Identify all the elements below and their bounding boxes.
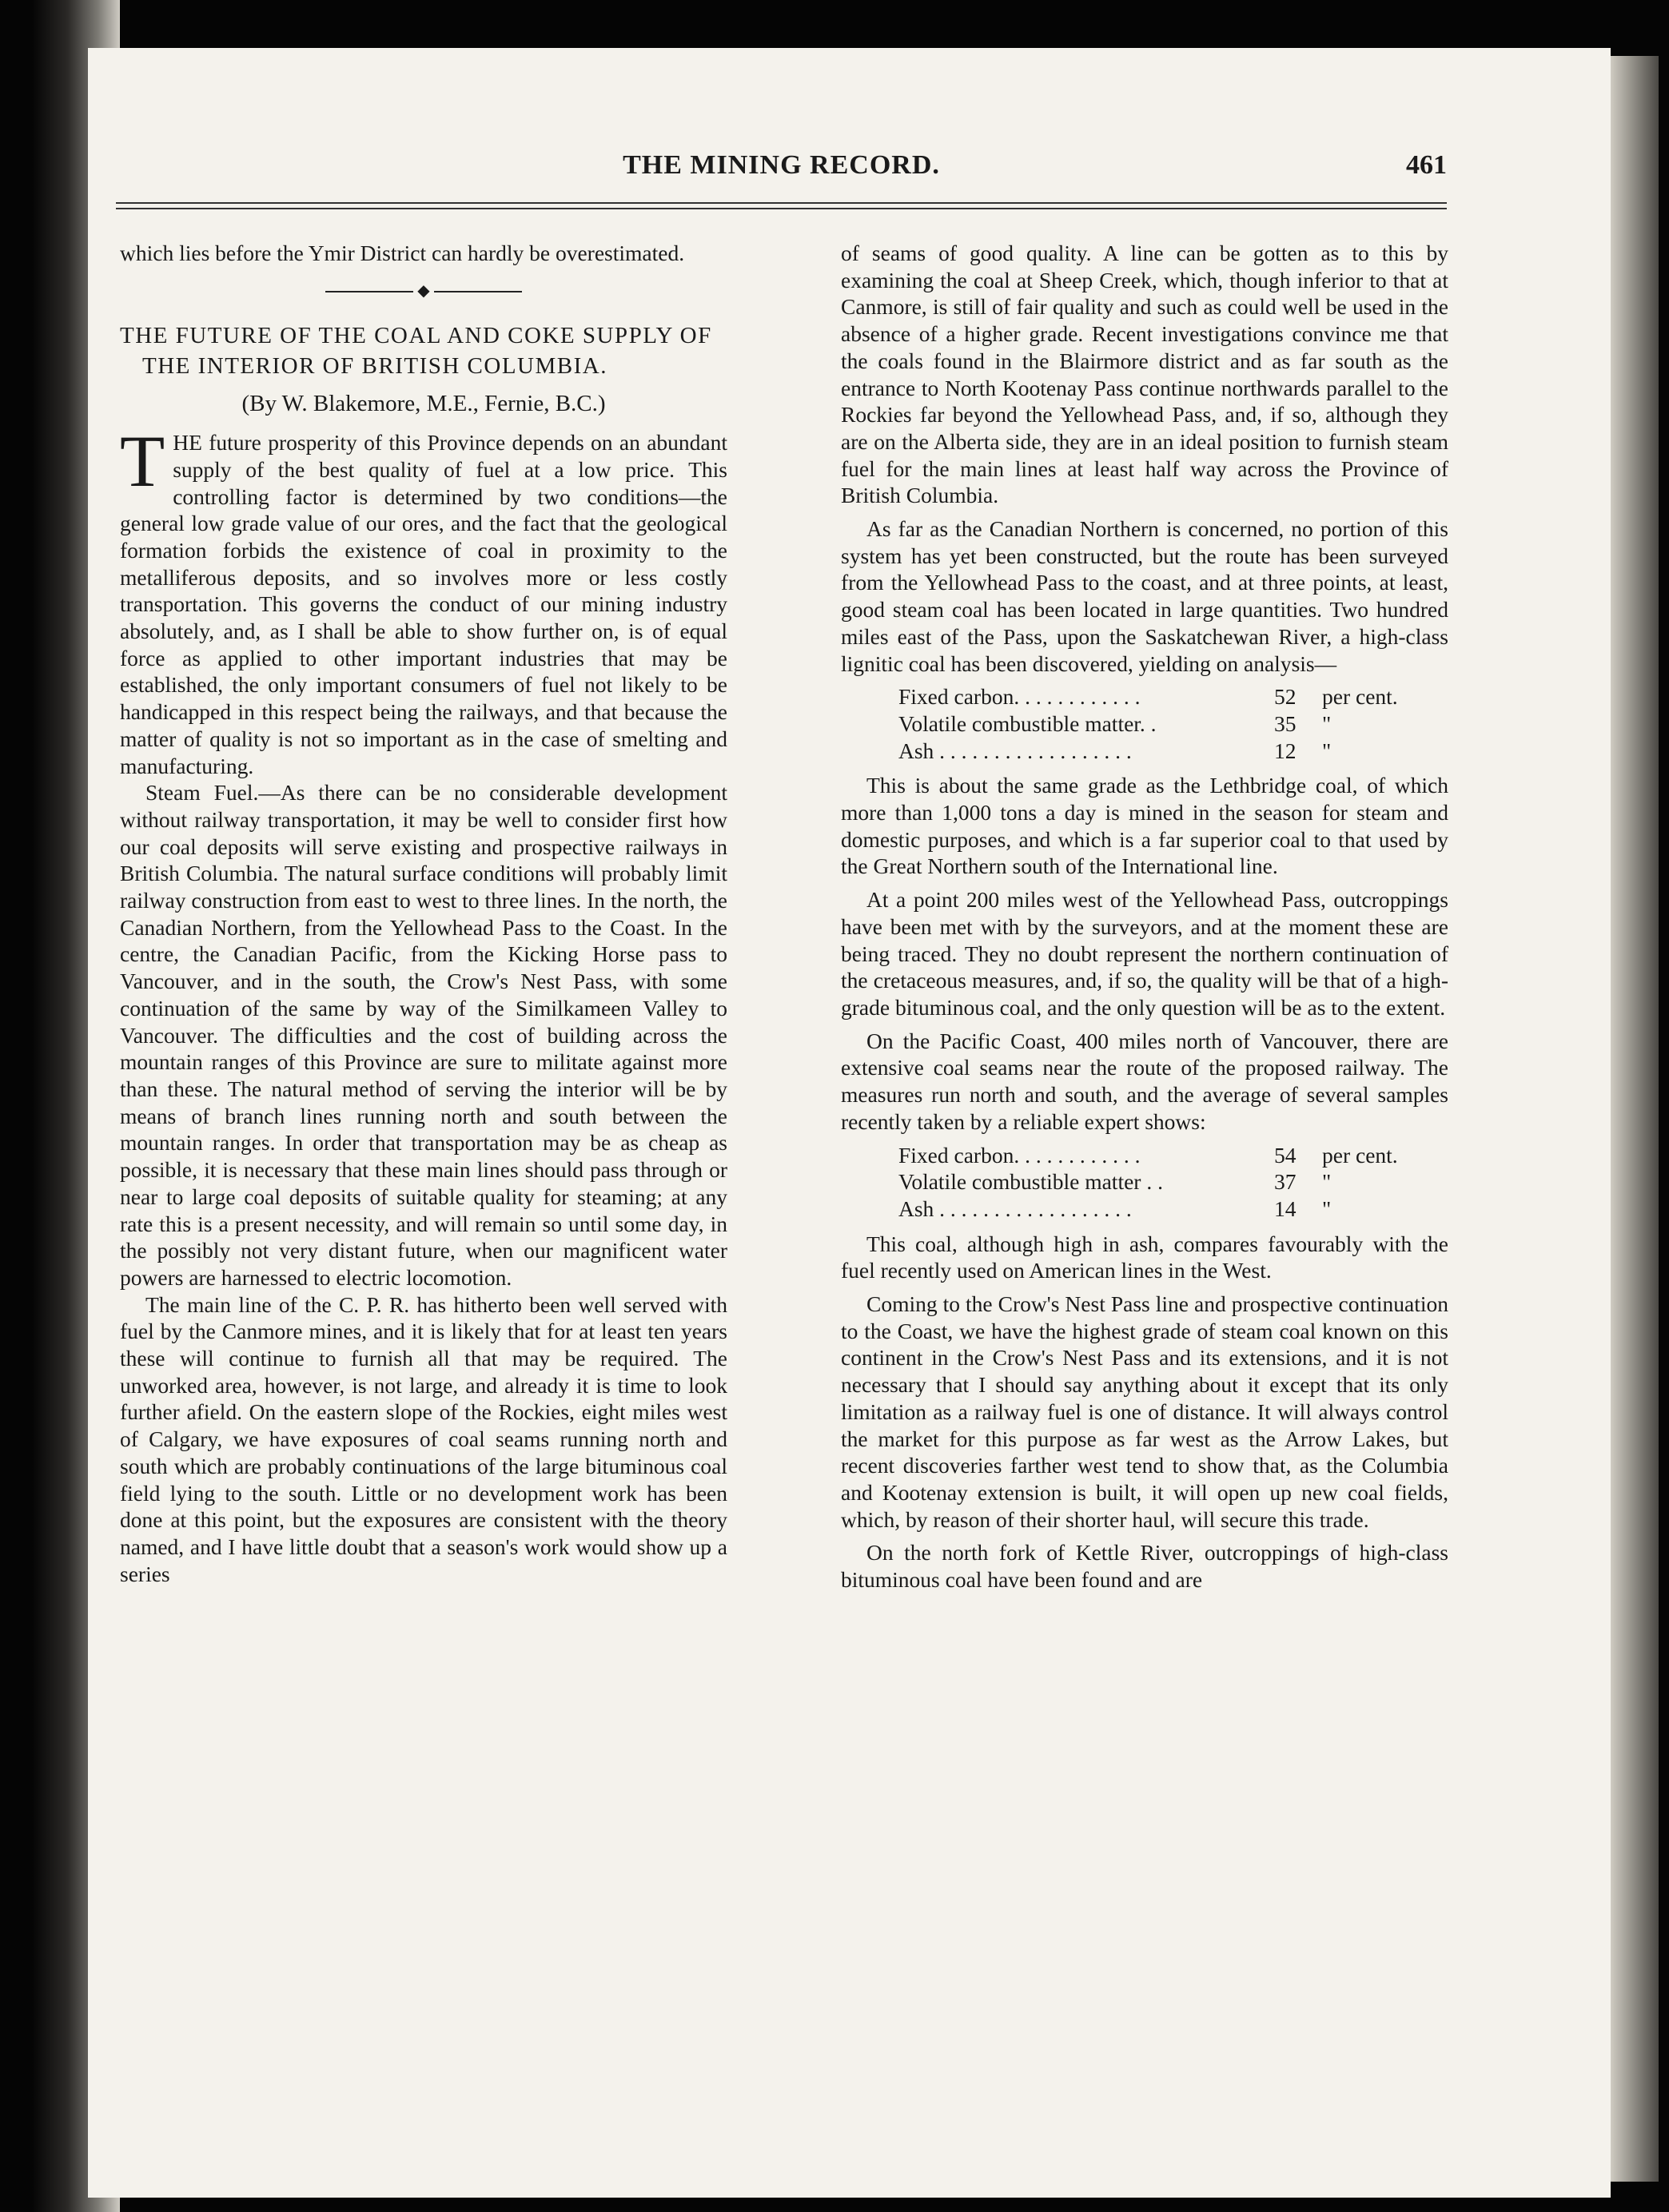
- table-row: [898, 710, 1398, 738]
- analysis-unit: per cent.: [1322, 684, 1398, 710]
- paragraph-4: of seams of good quality. A line can be gotten as to this by examining the coal at Sheep Creek, which, though inferior to that at Canmore, is still of fair quality and such as could well be used in the absence of a higher grade. Recent investigations convince me that the coals found in the Blairmore district and as far south as the entrance to North Kootenay Pass continue northwards parallel to the Rockies far beyond the Yellowhead Pass, and, if so, although they are on the Alberta side, they are in an ideal position to furnish steam fuel for the main lines at least half way across the Province of British Columbia.: [841, 241, 1448, 508]
- paragraph-8: On the Pacific Coast, 400 miles north of Vancouver, there are extensive coal seams near the route of the proposed railway. The measures run north and south, and the average of several samples recently taken by a reliable expert shows:: [841, 1028, 1448, 1134]
- analysis-label: Ash . . . . . . . . . . . . . . . . . .: [898, 738, 1132, 763]
- analysis-value: 12: [1274, 738, 1297, 763]
- analysis-unit: ": [1322, 1196, 1332, 1221]
- table-row: [898, 683, 1398, 710]
- running-title: THE MINING RECORD.: [623, 150, 940, 180]
- analysis-unit: ": [1322, 738, 1332, 763]
- table-row: [898, 1168, 1398, 1196]
- page-number: 461: [1406, 150, 1447, 180]
- paragraph-1: [120, 420, 727, 779]
- table-row: [898, 738, 1398, 765]
- paragraph-10: Coming to the Crow's Nest Pass line and prospective continuation to the Coast, we have the highest grade of steam coal known on this continent in the Crow's Nest Pass and its extensions, and it is not necessary that I should say anything about it except that its only limitation as a railway fuel is one of distance. It will always control the market for this purpose as far west as the Arrow Lakes, but recent discoveries farther west tend to show that, as the Columbia and Kootenay extension is built, it will open up new coal fields, which, by reason of their shorter haul, will secure this trade.: [841, 1291, 1448, 1532]
- analysis-label: Volatile combustible matter . .: [898, 1169, 1163, 1195]
- analysis-unit: per cent.: [1322, 1142, 1398, 1168]
- page-header: [116, 102, 1447, 180]
- analysis-value: 14: [1274, 1196, 1297, 1221]
- analysis-label: Ash . . . . . . . . . . . . . . . . . .: [898, 1196, 1132, 1221]
- analysis-value: 35: [1274, 710, 1297, 736]
- analysis-unit: ": [1322, 1169, 1332, 1195]
- header-rule-bottom: [116, 208, 1447, 209]
- table-row: [898, 1142, 1398, 1169]
- analysis-table-2: [898, 1142, 1398, 1223]
- header-rule-top: [116, 202, 1447, 204]
- paragraph-5: As far as the Canadian Northern is concerned, no portion of this system has yet been constructed, but the route has been surveyed from the Yellowhead Pass to the coast, and at three points, at least, good steam coal has been located in large quantities. Two hundred miles east of the Pass, upon the Saskatchewan River, a high-class lignitic coal has been discovered, yielding on analysis—: [841, 516, 1448, 676]
- paragraph-3: The main line of the C. P. R. has hitherto been well served with fuel by the Canmore mines, and it is likely that for at least ten years these will continue to furnish all that may be required. The unworked area, however, is not large, and already it is time to look further afield. On the eastern slope of the Rockies, eight miles west of Calgary, we have exposures of coal seams running north and south which are probably continuations of the large bituminous coal field lying to the south. Little or no development work has been done at this point, but the exposures are consistent with the theory named, and I have little doubt that a season's work would show up a series: [120, 1291, 727, 1586]
- article-title: THE FUTURE OF THE COAL AND COKE SUPPLY OF THE INTERIOR OF BRITISH COLUMBIA.: [120, 323, 712, 380]
- page-edge: [1611, 56, 1659, 2182]
- diamond-ornament-icon: ◆: [413, 281, 434, 300]
- paragraph-7: At a point 200 miles west of the Yellowhead Pass, outcroppings have been met with by the surveyors, and at the moment these are being traced. They no doubt represent the northern continuation of the cretaceous measures, and, if so, the quality will be that of a high-grade bituminous coal, and the only question will be as to the extent.: [841, 887, 1448, 1020]
- table-row: [898, 1196, 1398, 1223]
- drop-cap: T: [120, 420, 165, 503]
- paragraph-2: Steam Fuel.—As there can be no considerable development without railway transportation, it may be well to consider first how our coal deposits will serve existing and prospective railways in British Columbia. The natural surface conditions will probably limit railway construction from east to west to three lines. In the north, the Canadian Northern, from the Yellowhead Pass to the Coast. In the centre, the Canadian Pacific, from the Kicking Horse pass to Vancouver, and in the south, the Crow's Nest Pass, with some continuation of the same by way of the Similkameen Valley to Vancouver. The difficulties and the cost of building across the mountain ranges of this Province are sure to militate against more than these. The natural method of serving the interior will be by means of branch lines running north and south between the mountain ranges. In order that transportation may be as cheap as possible, it is necessary that these main lines should pass through or near to large coal deposits of suitable quality for steaming; at any rate this is a present necessity, and will remain so until some day, in the possibly not very distant future, when our magnificent water powers are harnessed to electric locomotion.: [120, 780, 727, 1290]
- byline: (By W. Blakemore, M.E., Fernie, B.C.): [241, 391, 606, 417]
- analysis-value: 37: [1274, 1169, 1297, 1195]
- paragraph-11: On the north fork of Kettle River, outcroppings of high-class bituminous coal have been found and are: [841, 1540, 1448, 1593]
- analysis-value: 52: [1274, 684, 1297, 710]
- analysis-value: 54: [1274, 1142, 1297, 1168]
- section-divider: [120, 278, 727, 305]
- analysis-label: Volatile combustible matter. .: [898, 710, 1157, 736]
- paragraph-1-text: HE future prosperity of this Province depends on an abundant supply of the best quality of fuel at a low price. This controlling factor is determined by two conditions—the general low grade value of our ores, and the fact that the geological formation forbids the existence of coal in proximity to the metalliferous deposits, and so involves more or less costly transportation. This governs the conduct of our mining industry absolutely, and, as I shall be able to show further on, is of equal force as applied to other important industries that may be established, the only important consumers of fuel not likely to be handicapped in this respect being the railways, and that because the matter of quality is not so important as in the case of smelting and manufacturing.: [120, 430, 727, 778]
- carryover-paragraph: which lies before the Ymir District can hardly be overestimated.: [120, 241, 685, 265]
- analysis-label: Fixed carbon. . . . . . . . . . . .: [898, 684, 1141, 710]
- paragraph-9: This coal, although high in ash, compares favourably with the fuel recently used on American lines in the West.: [841, 1231, 1448, 1283]
- analysis-unit: ": [1322, 710, 1332, 736]
- right-column: [841, 240, 1448, 1593]
- analysis-table-1: [898, 683, 1398, 764]
- left-column: [120, 240, 727, 1587]
- paragraph-6: This is about the same grade as the Lethbridge coal, of which more than 1,000 tons a day is mined in the season for steam and domestic purposes, and which is a far superior coal to that used by the Great Northern south of the International line.: [841, 773, 1448, 879]
- analysis-label: Fixed carbon. . . . . . . . . . . .: [898, 1142, 1141, 1168]
